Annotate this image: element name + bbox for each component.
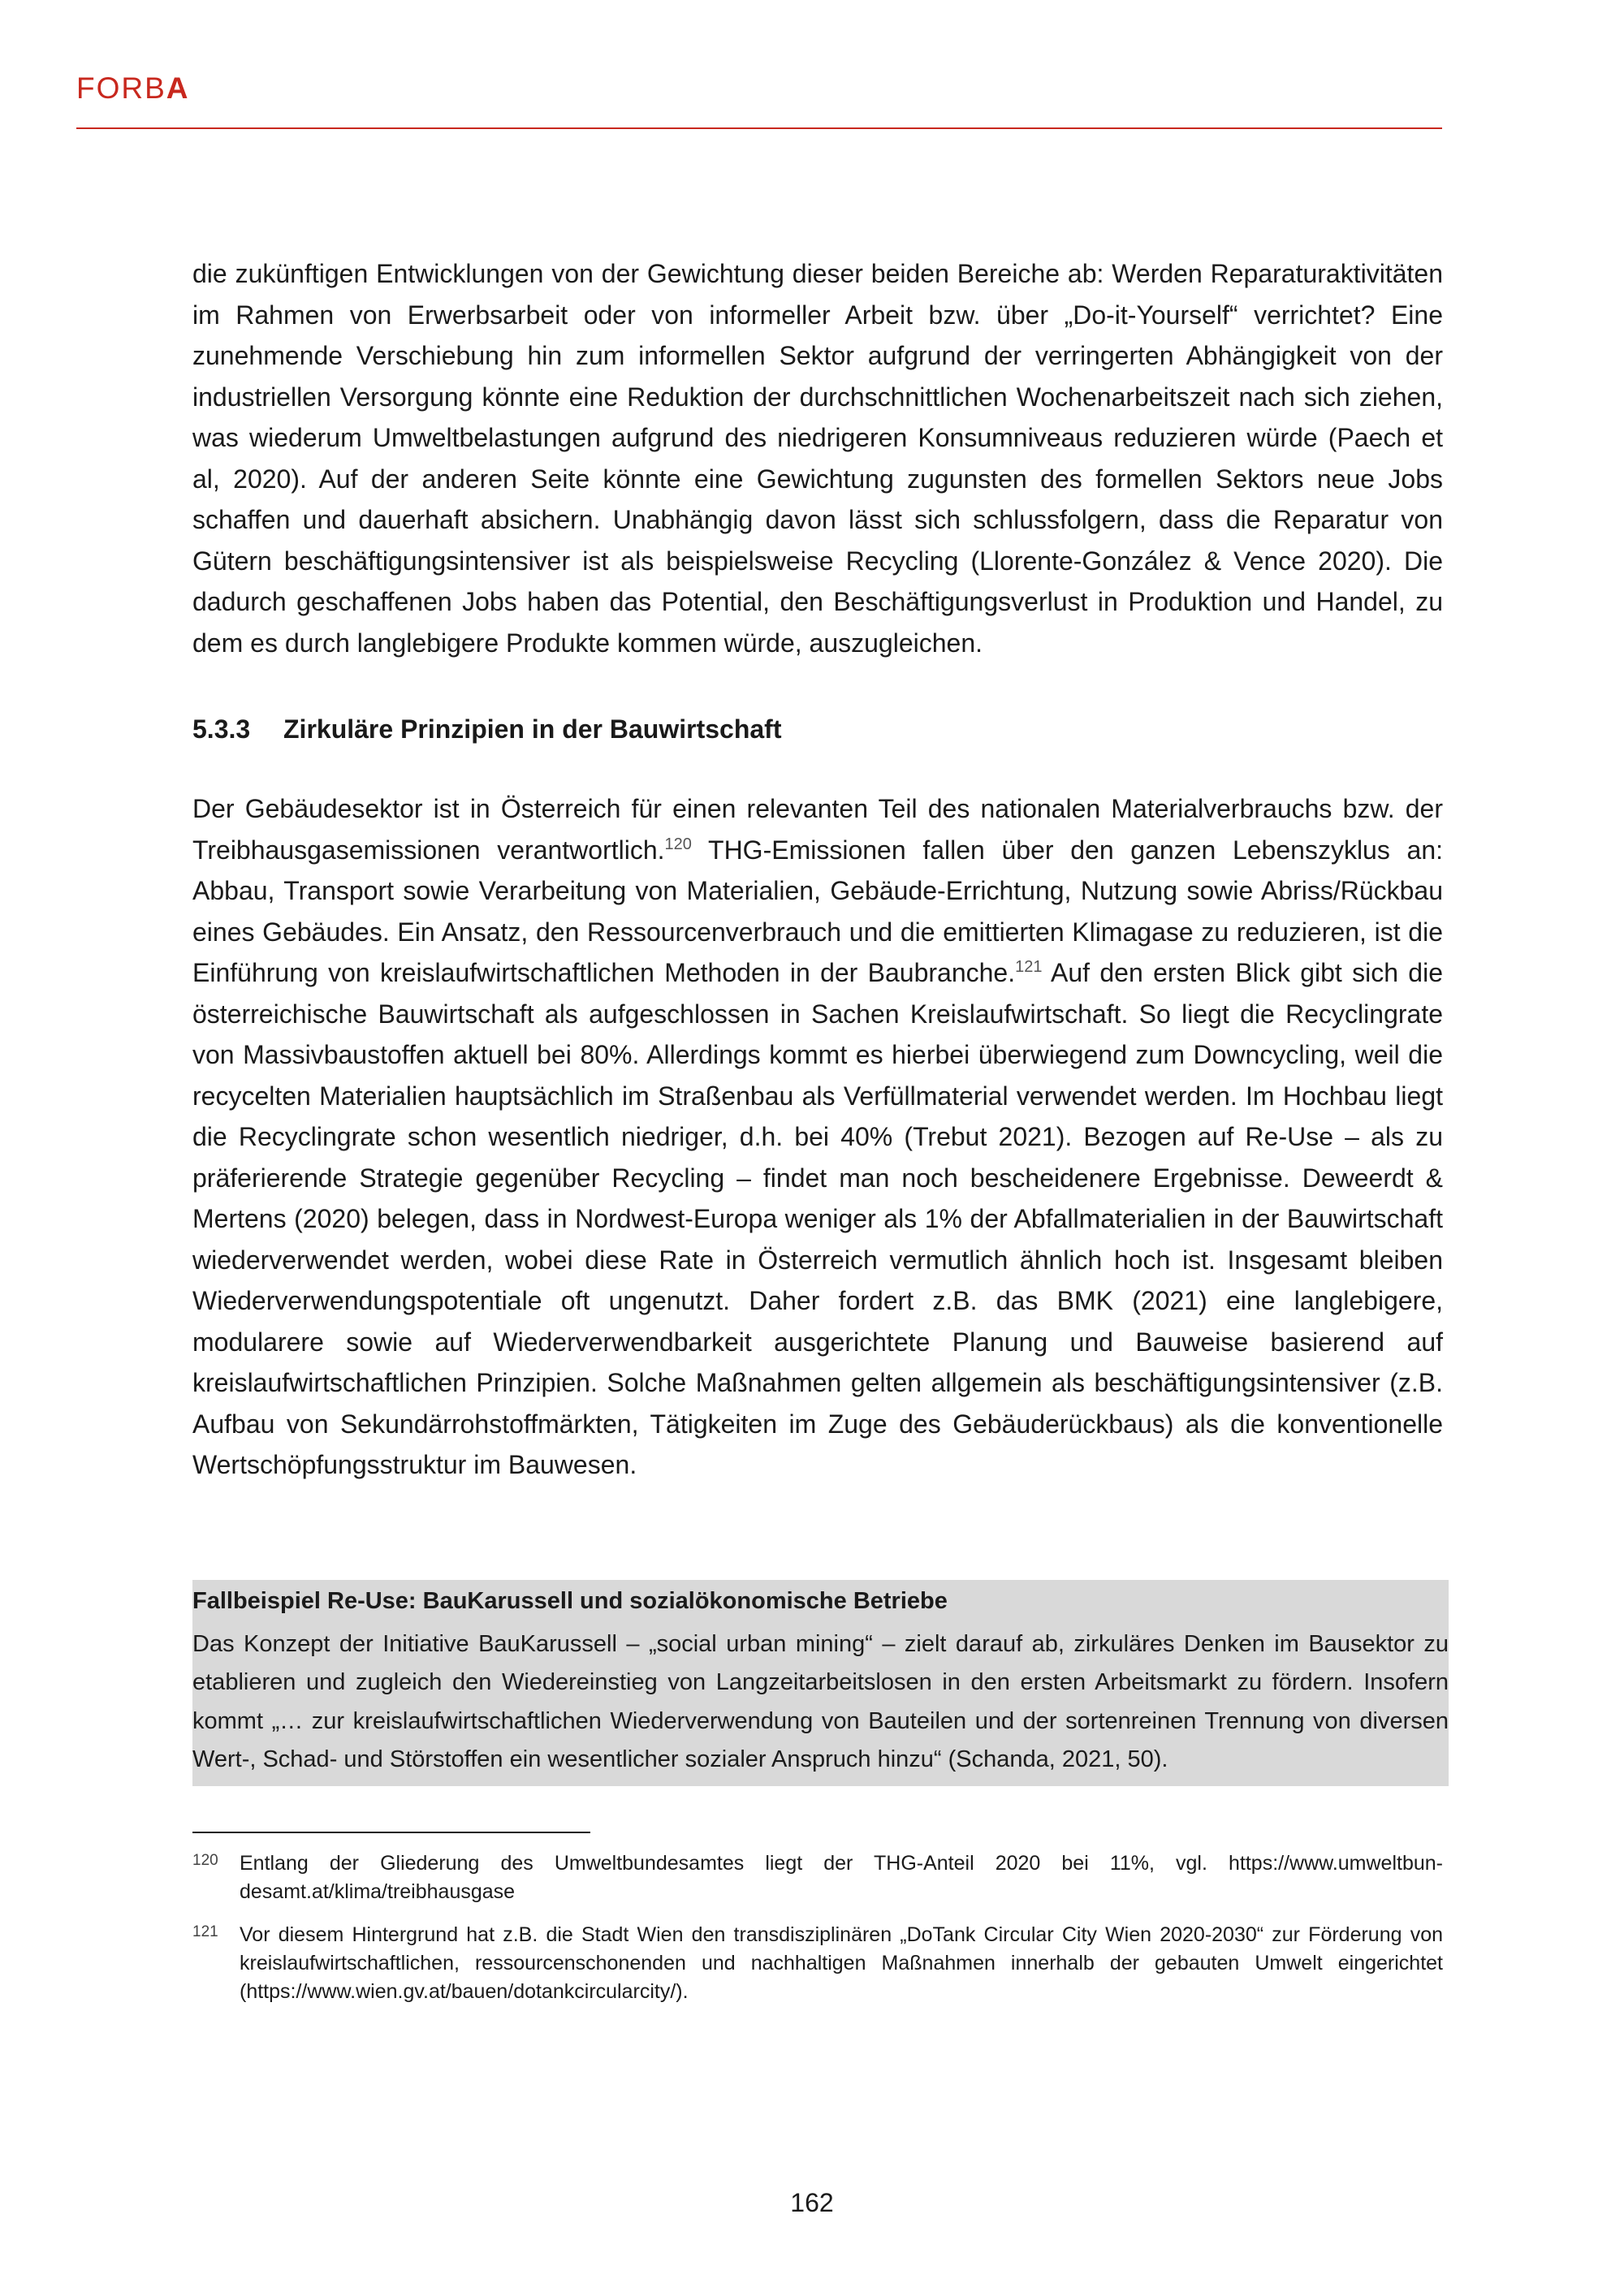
footnote-divider — [192, 1832, 590, 1833]
case-study-text: Das Konzept der Initiative BauKarussell – „social urban mining“ – zielt darauf ab, zirkuläres Denken im Bausektor zu etablieren und zugleich den Wiedereinstieg von Langzeitarbeitslosen in den ersten Arbeitsmarkt zu fördern. Insofern kommt „… zur kreislaufwirtschaftlichen Wiederverwendung von Bauteilen und der sortenreinen Trennung von diversen Wert-, Schad- und Störstoffen ein wesentlicher sozialer Anspruch hinzu“ (Schanda, 2021, 50). — [192, 1630, 1449, 1772]
section-title: Zirkuläre Prinzipien in der Bauwirtschaft — [283, 714, 782, 744]
page-number: 162 — [790, 2188, 834, 2217]
footnote-ref-120[interactable]: 120 — [664, 835, 692, 853]
header-divider — [76, 127, 1442, 129]
section-heading — [192, 709, 1443, 749]
body-paragraph-1: die zukünftigen Entwicklungen von der Gewichtung dieser beiden Bereiche ab: Werden Reparaturaktivitäten im Rahmen von Erwerbsarbeit oder von informeller Arbeit bzw. über „Do-it-Yourself“ verrichtet? Eine zunehmende Verschiebung hin zum informellen Sektor aufgrund der verringerten Abhängigkeit von der industriellen Versorgung könnte eine Reduktion der durchschnittlichen Wochenarbeitszeit nach sich ziehen, was wiederum Umweltbelastungen aufgrund des niedrigeren Konsumniveaus reduzieren würde (Paech et al, 2020). Auf der anderen Seite könnte eine Gewichtung zugunsten des formellen Sektors neue Jobs schaffen und dauerhaft absichern. Unabhängig davon lässt sich schlussfolgern, dass die Reparatur von Gütern beschäftigungsintensiver ist als beispielsweise Recycling (Llorente-González & Vence 2020). Die dadurch geschaffenen Jobs haben das Potential, den Beschäftigungsverlust in Produktion und Handel, zu dem es durch langlebigere Produkte kommen würde, auszugleichen. — [192, 259, 1443, 658]
logo-text-part2: A — [166, 71, 190, 105]
footnote-number: 120 — [192, 1851, 218, 1869]
footnote-121 — [192, 1921, 1443, 2006]
footnotes — [192, 1849, 1443, 2006]
footnote-text: Vor diesem Hintergrund hat z.B. die Stadt Wien den transdisziplinären „DoTank Circular City Wien 2020-2030“ zur Förderung von kreislaufwirtschaftlichen, ressourcenschonenden und nachhaltigen Maßnahmen innerhalb der gebauten Umwelt eingerichtet (https://www.wien.gv.at/bauen/dotankcircularcity/). — [240, 1923, 1443, 2003]
footnote-number: 121 — [192, 1923, 218, 1940]
body-paragraph-2 — [192, 788, 1443, 1486]
paragraph-2-part-2: THG-Emissionen fallen über den ganzen Lebenszyklus an: Abbau, Transport sowie Verarbeitung von Materialien, Gebäude-Errichtung, Nutzung sowie Abriss/Rückbau eines Gebäudes. Ein Ansatz, den Ressourcenverbrauch und die emittierten Klimagase zu reduzieren, ist die Einführung von kreislaufwirtschaftlichen Methoden in der Baubranche. — [192, 835, 1444, 987]
footnote-ref-121[interactable]: 121 — [1015, 958, 1043, 976]
case-study-box — [192, 1580, 1449, 1786]
footnote-text: Entlang der Gliederung des Umweltbundesamtes liegt der THG-Anteil 2020 bei 11%, vgl. https://www.umweltbundesamt.at/klima/treibhausgase — [240, 1851, 1443, 1903]
logo-text-part1: FORB — [76, 71, 166, 105]
paragraph-2-part-1: Der Gebäudesektor ist in Österreich für einen relevanten Teil des nationalen Materialverbrauchs bzw. der Treibhausgasemissionen verantwortlich. — [192, 794, 1443, 865]
page-content — [192, 253, 1449, 2021]
case-study-title: Fallbeispiel Re-Use: BauKarussell und sozialökonomische Betriebe — [192, 1587, 948, 1614]
forba-logo — [76, 71, 190, 106]
footnote-120 — [192, 1849, 1443, 1906]
paragraph-2-part-3: Auf den ersten Blick gibt sich die österreichische Bauwirtschaft als aufgeschlossen in Sachen Kreislaufwirtschaft. So liegt die Recyclingrate von Massivbaustoffen aktuell bei 80%. Allerdings kommt es hierbei überwiegend zum Downcycling, weil die recycelten Materialien hauptsächlich im Straßenbau als Verfüllmaterial verwendet werden. Im Hochbau liegt die Recyclingrate schon wesentlich niedriger, d.h. bei 40% (Trebut 2021). Bezogen auf Re-Use – als zu präferierende Strategie gegenüber Recycling – findet man noch bescheidenere Ergebnisse. Deweerdt & Mertens (2020) belegen, dass in Nordwest-Europa weniger als 1% der Abfallmaterialien in der Bauwirtschaft wiederverwendet werden, wobei diese Rate in Österreich vermutlich ähnlich hoch ist. Insgesamt bleiben Wiederverwendungspotentiale oft ungenutzt. Daher fordert z.B. das BMK (2021) eine langlebigere, modularere sowie auf Wiederverwendbarkeit ausgerichtete Planung und Bauweise basierend auf kreislaufwirtschaftlichen Prinzipien. Solche Maßnahmen gelten allgemein als beschäftigungsintensiver (z.B. Aufbau von Sekundärrohstoffmärkten, Tätigkeiten im Zuge des Gebäuderückbaus) als die konventionelle Wertschöpfungsstruktur im Bauwesen. — [192, 958, 1444, 1479]
section-number: 5.3.3 — [192, 714, 251, 744]
